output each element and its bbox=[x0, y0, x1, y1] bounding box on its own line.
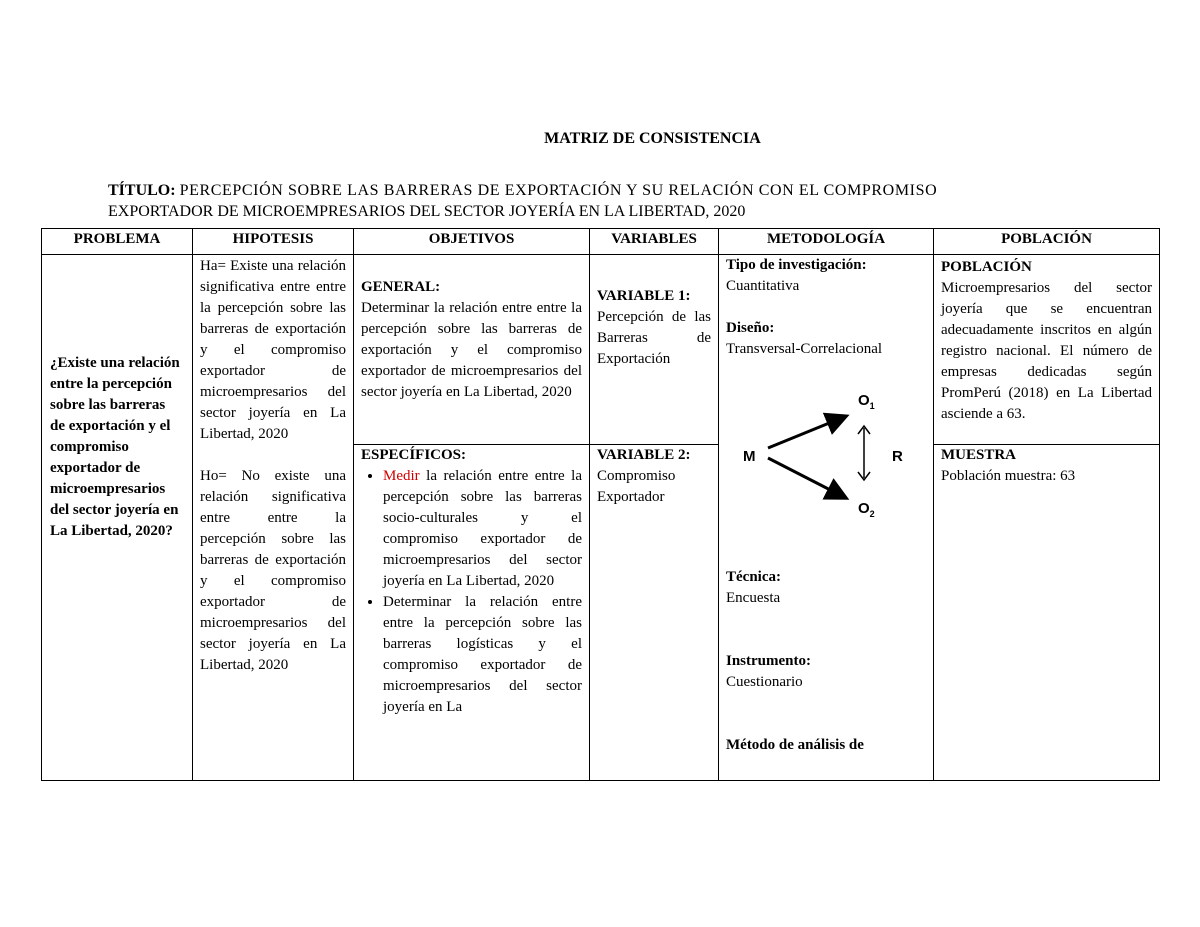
title-line-1: PERCEPCIÓN SOBRE LAS BARRERAS DE EXPORTACIÓN Y SU RELACIÓN CON EL COMPROMISO bbox=[179, 182, 938, 199]
title-label: TÍTULO: bbox=[108, 182, 176, 199]
header-hipotesis: HIPOTESIS bbox=[193, 229, 354, 255]
muestra-cell bbox=[934, 445, 1160, 781]
tecnica-value: Encuesta bbox=[726, 590, 781, 606]
metodo-analisis-label: Método de análisis de bbox=[726, 737, 864, 753]
muestra-label: MUESTRA bbox=[941, 447, 1017, 463]
arrow-to-o2 bbox=[768, 458, 844, 497]
objetivos-especificos-cell bbox=[354, 445, 590, 781]
diagram-o2: $O_2$ bbox=[858, 500, 875, 519]
document-heading: MATRIZ DE CONSISTENCIA bbox=[544, 130, 761, 147]
variable-2-label: VARIABLE 2: bbox=[597, 447, 691, 463]
variable-2-cell bbox=[590, 445, 719, 781]
header-poblacion: POBLACIÓN bbox=[934, 229, 1160, 255]
objetivo-general-label: GENERAL: bbox=[361, 279, 441, 295]
correlational-diagram bbox=[726, 370, 926, 519]
poblacion-text: Microempresarios del sector joyería que se encuentran adecuadamente inscritos en algún registro nacional. El número de empresas dedicadas según PromPerú (2018) en La Libertad asciende a 63. bbox=[941, 280, 1152, 422]
objetivos-especificos-list bbox=[361, 466, 582, 718]
diagram-o1: $O_1$ bbox=[858, 392, 875, 411]
objetivos-especificos-label: ESPECÍFICOS: bbox=[361, 447, 467, 463]
diseno-label: Diseño: bbox=[726, 320, 775, 336]
tecnica-label: Técnica: bbox=[726, 569, 781, 585]
title-line-2: EXPORTADOR DE MICROEMPRESARIOS DEL SECTOR JOYERÍA EN LA LIBERTAD, 2020 bbox=[108, 203, 746, 220]
variable-1-label: VARIABLE 1: bbox=[597, 288, 691, 304]
document-title bbox=[108, 180, 1093, 222]
objetivo-especifico-2: • Determinar la relación entre entre la percepción sobre las barreras logísticas y el compromiso exportador de microempresarios del sector joyería en La bbox=[383, 592, 582, 718]
problema-text: ¿Existe una relación entre la percepción sobre las barreras de exportación y el compromiso exportador de microempresarios del sector joyería en La Libertad, 2020? bbox=[50, 355, 180, 539]
arrow-to-o1 bbox=[768, 417, 844, 448]
poblacion-cell bbox=[934, 255, 1160, 445]
header-objetivos: OBJETIVOS bbox=[354, 229, 590, 255]
header-variables: VARIABLES bbox=[590, 229, 719, 255]
tipo-investigacion-value: Cuantitativa bbox=[726, 278, 800, 294]
variable-1-text: Percepción de las Barreras de Exportación bbox=[597, 309, 711, 367]
problema-cell bbox=[42, 255, 193, 781]
hipotesis-cell bbox=[193, 255, 354, 781]
objetivo-general-text: Determinar la relación entre entre la percepción sobre las barreras de exportación y el compromiso exportador de microempresarios del sector joyería en La Libertad, 2020 bbox=[361, 300, 582, 400]
diagram-arrows bbox=[726, 370, 926, 510]
hipotesis-alterna: Ha= Existe una relación significativa entre entre la percepción sobre las barreras de exportación y el compromiso exportador de microempresarios del sector joyería en La Libertad, 2020 bbox=[200, 258, 346, 442]
consistency-matrix bbox=[41, 228, 1160, 781]
objetivo-especifico-1 bbox=[383, 466, 582, 592]
diagram-r: R bbox=[892, 448, 903, 465]
header-metodologia: METODOLOGÍA bbox=[719, 229, 934, 255]
diagram-m: M bbox=[743, 448, 756, 465]
metodologia-cell bbox=[719, 255, 934, 781]
tipo-investigacion-label: Tipo de investigación: bbox=[726, 257, 867, 273]
objetivo-general-cell bbox=[354, 255, 590, 445]
variable-1-cell bbox=[590, 255, 719, 445]
instrumento-value: Cuestionario bbox=[726, 674, 803, 690]
objetivo-especifico-1-verb: Medir bbox=[383, 468, 420, 484]
content-row-1 bbox=[42, 255, 1160, 445]
hipotesis-nula: Ho= No existe una relación significativa entre entre la percepción sobre las barreras de exportación y el compromiso exportador de microempresarios del sector joyería en La Libertad, 2020 bbox=[200, 468, 346, 673]
objetivo-especifico-1-text: la relación entre entre la percepción sobre las barreras socio-culturales y el compromiso exportador de microempresarios del sector joyería en La Libertad, 2020 bbox=[383, 468, 582, 589]
poblacion-label: POBLACIÓN bbox=[941, 259, 1032, 275]
variable-2-text: Compromiso Exportador bbox=[597, 468, 676, 505]
header-problema: PROBLEMA bbox=[42, 229, 193, 255]
header-row bbox=[42, 229, 1160, 255]
diseno-value: Transversal-Correlacional bbox=[726, 341, 883, 357]
instrumento-label: Instrumento: bbox=[726, 653, 811, 669]
muestra-text: Población muestra: 63 bbox=[941, 468, 1076, 484]
